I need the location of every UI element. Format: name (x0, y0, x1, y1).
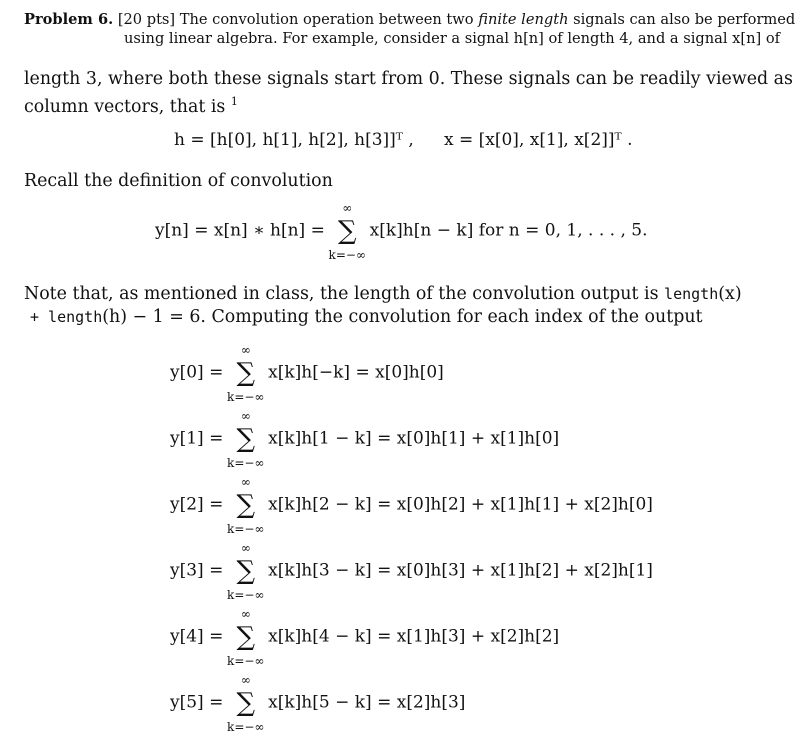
equation-sum (227, 541, 265, 602)
equation-rhs: x[k]h[5 − k] = x[2]h[3] (262, 692, 466, 713)
conv-sum-bottom: k=−∞ (328, 248, 366, 262)
equation-rhs: x[k]h[−k] = x[0]h[0] (262, 362, 444, 383)
equation-sum-top: ∞ (240, 541, 251, 555)
equation-row (170, 607, 560, 668)
equation-row (170, 409, 560, 470)
problem-label: Problem 6. (24, 11, 114, 28)
para1-line2-text: column vectors, that is (24, 96, 226, 117)
conv-sum-top: ∞ (342, 201, 353, 215)
equation-rhs: x[k]h[3 − k] = x[0]h[3] + x[1]h[2] + x[2]h[1] (262, 560, 653, 581)
equation-row (170, 673, 466, 734)
equation-sum-bottom: k=−∞ (227, 390, 265, 404)
sum-symbol: ∑ (236, 358, 256, 388)
para1-line1: length 3, where both these signals start from 0. These signals can be readily viewed as (24, 69, 793, 89)
equation-sum (227, 673, 265, 734)
note-code-length: length (664, 285, 719, 303)
note-line1-tail: (x) (718, 284, 742, 304)
conv-lhs: y[n] = x[n] ∗ h[n] = (155, 220, 325, 241)
problem-italic: finite length (478, 11, 569, 28)
problem-text: The convolution operation between two (179, 11, 479, 28)
equation-lhs: y[3] = (170, 560, 229, 581)
equation-rhs: x[k]h[2 − k] = x[0]h[2] + x[1]h[1] + x[2]h[0] (262, 494, 653, 515)
equation-sum-top: ∞ (240, 409, 251, 423)
equation-rhs: x[k]h[1 − k] = x[0]h[1] + x[1]h[0] (262, 428, 560, 449)
equation-lhs: y[2] = (170, 494, 229, 515)
equation-lhs: y[0] = (170, 362, 229, 383)
equation-sum-bottom: k=−∞ (227, 654, 265, 668)
equation-sum-bottom: k=−∞ (227, 456, 265, 470)
equation-row (170, 475, 653, 536)
sum-symbol: ∑ (236, 688, 256, 718)
sum-symbol: ∑ (236, 556, 256, 586)
equation-sum-top: ∞ (240, 607, 251, 621)
equation-sum-top: ∞ (240, 673, 251, 687)
sum-symbol: ∑ (236, 622, 256, 652)
equation-row (170, 343, 444, 404)
equation-sum (227, 475, 265, 536)
equation-sum-bottom: k=−∞ (227, 720, 265, 734)
problem-points: [20 pts] (117, 11, 176, 28)
footnote-marker[interactable]: 1 (230, 95, 238, 108)
equation-lhs: y[1] = (170, 428, 229, 449)
problem-header-line2: using linear algebra. For example, consider a signal h[n] of length 4, and a signal x[n] of (124, 30, 781, 47)
sum-symbol: ∑ (236, 490, 256, 520)
note-line1 (24, 283, 742, 305)
equation-rhs: x[k]h[4 − k] = x[1]h[3] + x[2]h[2] (262, 626, 560, 647)
recall-text: Recall the definition of convolution (24, 171, 333, 191)
sum-symbol: ∑ (337, 216, 357, 246)
equation-sum-bottom: k=−∞ (227, 588, 265, 602)
equation-lhs: y[5] = (170, 692, 229, 713)
note-line1-text: Note that, as mentioned in class, the length of the convolution output is (24, 284, 665, 304)
note-line2-text: (h) − 1 = 6. Computing the convolution for each index of the output (102, 307, 703, 327)
equation-sum (227, 409, 265, 470)
vector-x: x = [x[0], x[1], x[2]]ᵀ . (444, 130, 633, 150)
problem-text-tail: signals can also be performed (568, 11, 795, 28)
equation-sum-top: ∞ (240, 343, 251, 357)
equation-lhs: y[4] = (170, 626, 229, 647)
para1-line2 (24, 91, 238, 118)
problem-header-line1 (24, 10, 795, 30)
note-line2 (30, 306, 703, 328)
conv-rhs: x[k]h[n − k] for n = 0, 1, . . . , 5. (369, 220, 648, 241)
equation-sum (227, 607, 265, 668)
conv-sum (328, 201, 366, 262)
note-code-plus-length: + length (30, 308, 103, 326)
vector-h: h = [h[0], h[1], h[2], h[3]]ᵀ , (174, 130, 414, 150)
equation-sum (227, 343, 265, 404)
equation-sum-bottom: k=−∞ (227, 522, 265, 536)
equation-sum-top: ∞ (240, 475, 251, 489)
conv-definition (155, 201, 648, 262)
sum-symbol: ∑ (236, 424, 256, 454)
equation-row (170, 541, 653, 602)
